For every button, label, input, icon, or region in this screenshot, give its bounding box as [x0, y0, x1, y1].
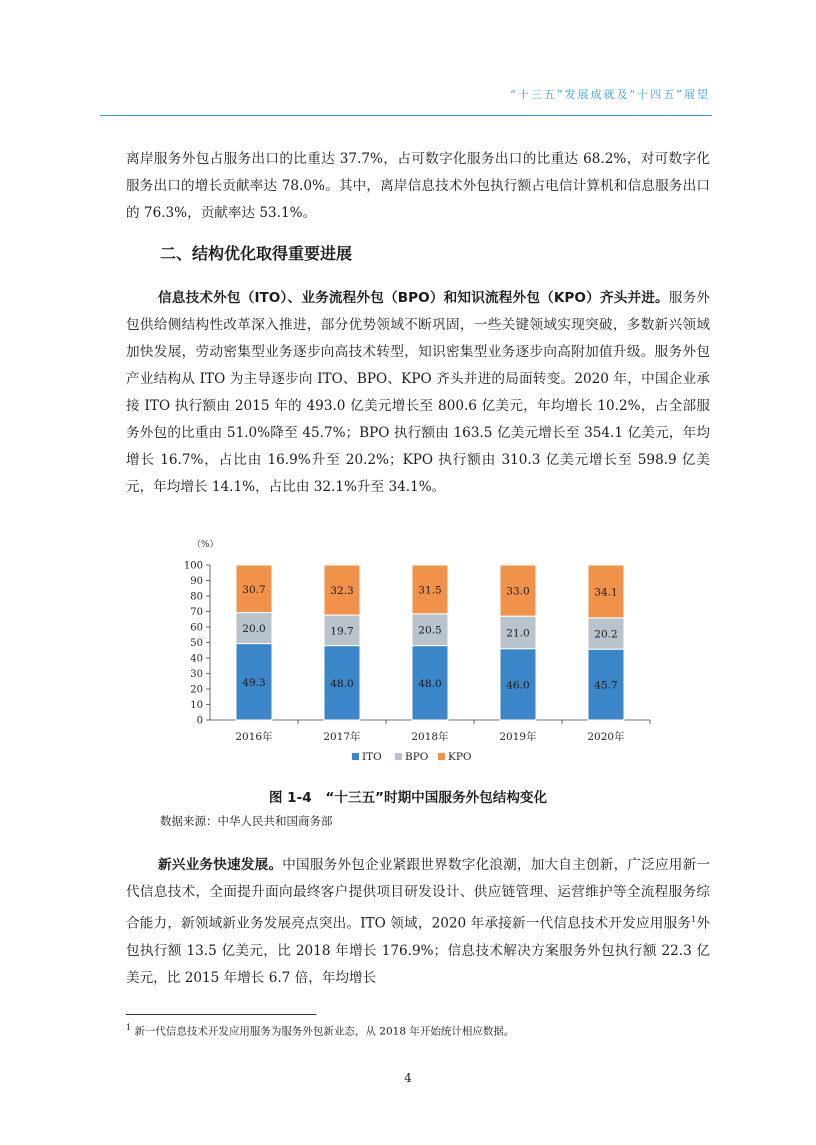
data-label: 20.0: [242, 623, 266, 636]
data-label: 49.3: [242, 676, 266, 689]
data-label: 48.0: [330, 677, 354, 690]
paragraph-3-body-1: 中国服务外包企业紧跟世界数字化浪潮，加大自主创新，广泛应用新一代信息技术，全面提升面向最终客户提供项目研发设计、供应链管理、运营维护等全流程服务综合能力，新领域新业务发展亮点突出。ITO 领域，2020 年承接新一代信息技术开发应用服务: [126, 857, 711, 932]
footnote: [126, 1023, 514, 1039]
figure-caption: 图 1-4 “十三五”时期中国服务外包结构变化: [268, 790, 548, 806]
paragraph-3-body-2: 外包执行额 13.5 亿美元，比 2018 年增长 176.9%；信息技术解决方案服务外包执行额 22.3 亿美元，比 2015 年增长 6.7 倍，年均增长: [126, 915, 710, 986]
y-tick-label: 60: [190, 622, 203, 634]
x-tick-label: 2020年: [587, 731, 625, 743]
paragraph-2: [126, 285, 710, 501]
data-label: 48.0: [418, 677, 442, 690]
footnote-text: 新一代信息技术开发应用服务为服务外包新业态，从 2018 年开始统计相应数据。: [134, 1025, 515, 1038]
x-tick-label: 2016年: [235, 731, 273, 743]
header-rule: [100, 115, 712, 116]
paragraph-3: [126, 852, 710, 992]
legend-swatch-ito: [352, 753, 359, 760]
paragraph-1: 离岸服务外包占服务出口的比重达 37.7%，占可数字化服务出口的比重达 68.2%，对可数字化服务出口的增长贡献率达 78.0%。其中，离岸信息技术外包执行额占电信计算机和信息服务出口的 76.3%，贡献率达 53.1%。: [126, 151, 710, 221]
legend-label-bpo: BPO: [405, 751, 429, 763]
data-label: 20.2: [594, 628, 618, 641]
data-label: 21.0: [506, 627, 530, 640]
page-number: 4: [404, 1071, 412, 1085]
y-tick-label: 20: [190, 684, 203, 696]
y-tick-label: 70: [190, 607, 203, 618]
paragraph-3-lead: 新兴业务快速发展。: [158, 857, 283, 873]
y-unit-label: （%）: [192, 540, 219, 550]
data-label: 33.0: [506, 585, 530, 598]
footnote-rule: [126, 1014, 316, 1015]
y-tick-label: 10: [190, 700, 203, 711]
y-tick-label: 90: [190, 576, 203, 587]
x-tick-label: 2017年: [323, 731, 361, 743]
legend-swatch-kpo: [438, 753, 445, 760]
stacked-bar-chart: [160, 530, 660, 770]
y-tick-label: 30: [190, 669, 203, 680]
data-label: 32.3: [330, 585, 354, 598]
data-label: 30.7: [242, 583, 266, 596]
data-label: 46.0: [506, 679, 530, 692]
figure-source: 数据来源：中华人民共和国商务部: [160, 814, 333, 828]
y-tick-label: 0: [196, 715, 203, 727]
data-label: 34.1: [594, 586, 618, 599]
x-tick-label: 2018年: [411, 731, 449, 743]
legend-label-ito: ITO: [362, 751, 382, 763]
legend-label-kpo: KPO: [448, 751, 472, 763]
y-tick-label: 50: [190, 638, 203, 649]
data-label: 45.7: [594, 679, 618, 692]
y-tick-label: 40: [190, 653, 203, 665]
paragraph-2-lead: 信息技术外包（ITO）、业务流程外包（BPO）和知识流程外包（KPO）齐头并进。: [158, 290, 669, 306]
data-label: 31.5: [418, 584, 442, 597]
y-tick-label: 100: [183, 560, 203, 572]
section-title: 二、结构优化取得重要进展: [160, 244, 353, 263]
data-label: 20.5: [418, 624, 442, 637]
y-tick-label: 80: [190, 591, 203, 603]
footnote-mark: 1: [126, 1023, 132, 1032]
x-tick-label: 2019年: [499, 731, 537, 743]
footnote-reference: 1: [691, 915, 697, 924]
paragraph-2-body: 服务外包供给侧结构性改革深入推进，部分优势领域不断巩固，一些关键领域实现突破，多数新兴领域加快发展，劳动密集型业务逐步向高技术转型，知识密集型业务逐步向高附加值升级。服务外包产业结构从 ITO 为主导逐步向 ITO、BPO、KPO 齐头并进的局面转变。2020 年，中国企业承接 ITO 执行额由 2015 年的 493.0 亿美元增长至 800.6 亿美元，年均增长 10.2%，占全部服务外包的比重由 51.0%降至 45.7%；BPO 执行额由 163.5 亿美元增长至 354.1 亿美元，年均增长 16.7%，占比由 16.9%升至 20.2%；KPO 执行额由 310.3 亿美元增长至 598.9 亿美元，年均增长 14.1%，占比由 32.1%升至 34.1%。: [126, 290, 710, 495]
legend-swatch-bpo: [395, 753, 402, 760]
running-header: “十三五”发展成就及“十四五”展望: [510, 88, 710, 101]
data-label: 19.7: [330, 625, 354, 638]
